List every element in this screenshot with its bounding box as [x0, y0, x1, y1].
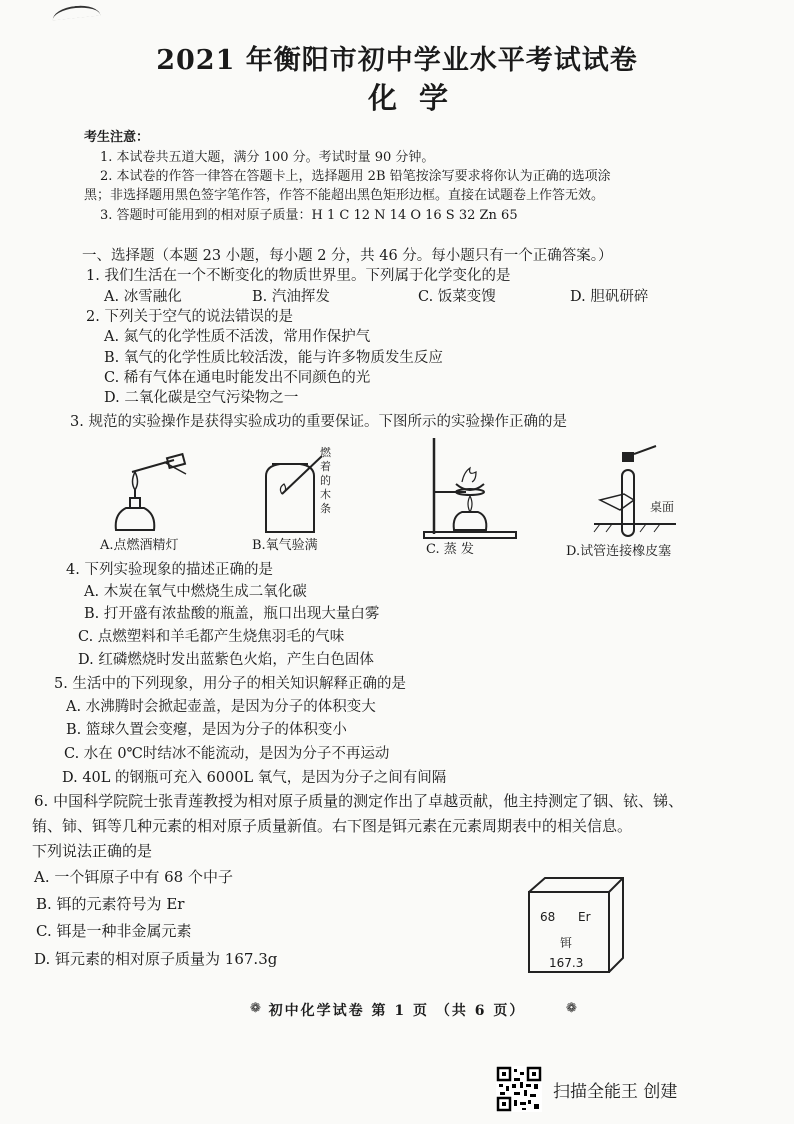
notice-line-1: 1. 本试卷共五道大题，满分 100 分。考试时量 90 分钟。 — [100, 150, 435, 165]
element-mass: 167.3 — [549, 956, 584, 970]
q2-option-d: D. 二氧化碳是空气污染物之一 — [104, 390, 299, 406]
pen-mark — [52, 4, 101, 21]
q4-option-b: B. 打开盛有浓盐酸的瓶盖，瓶口出现大量白雾 — [84, 606, 380, 622]
figure-a-alcohol-lamp — [104, 452, 194, 532]
q2-option-a: A. 氮气的化学性质不活泼，常用作保护气 — [104, 329, 371, 345]
q4-option-c: C. 点燃塑料和羊毛都产生烧焦羽毛的气味 — [78, 629, 345, 645]
scanner-watermark: 扫描全能王 创建 — [553, 1082, 678, 1102]
q3-stem: 3. 规范的实验操作是获得实验成功的重要保证。下图所示的实验操作正确的是 — [70, 414, 567, 430]
notice-heading: 考生注意： — [84, 130, 150, 145]
page-footer: 初中化学试卷 第 1 页 （共 6 页） — [268, 1003, 526, 1019]
figure-c-evaporation — [420, 434, 520, 544]
q6-stem-line-3: 下列说法正确的是 — [32, 842, 153, 860]
section-heading: 一、选择题（本题 23 小题，每小题 2 分，共 46 分。每小题只有一个正确答案。） — [82, 248, 613, 264]
qr-code-icon — [496, 1066, 542, 1112]
q4-option-a: A. 木炭在氧气中燃烧生成二氧化碳 — [84, 584, 307, 600]
q2-stem: 2. 下列关于空气的说法错误的是 — [86, 309, 293, 325]
q1-option-a: A. 冰雪融化 — [104, 289, 182, 305]
q5-option-a: A. 水沸腾时会掀起壶盖，是因为分子的体积变大 — [66, 699, 376, 715]
q1-option-d: D. 胆矾研碎 — [570, 289, 649, 305]
notice-line-3: 3. 答题时可能用到的相对原子质量：H 1 C 12 N 14 O 16 S 32 Zn 65 — [100, 208, 518, 223]
figure-b-note: 燃着的木条 — [320, 446, 331, 515]
subject-title: 化学 — [367, 81, 470, 115]
q6-option-a: A. 一个铒原子中有 68 个中子 — [34, 868, 233, 886]
q2-option-c: C. 稀有气体在通电时能发出不同颜色的光 — [104, 370, 371, 386]
q5-option-b: B. 篮球久置会变瘪，是因为分子的体积变小 — [66, 722, 347, 738]
q1-option-c: C. 饭菜变馊 — [418, 289, 496, 305]
element-name: 铒 — [560, 936, 573, 950]
q6-stem-line-1: 6. 中国科学院院士张青莲教授为相对原子质量的测定作出了卓越贡献，他主持测定了铟、铱、锑、 — [34, 792, 684, 810]
figure-d-label: D.试管连接橡皮塞 — [566, 544, 672, 559]
exam-title: 2021 年衡阳市初中学业水平考试试卷 — [156, 45, 638, 76]
q1-stem: 1. 我们生活在一个不断变化的物质世界里。下列属于化学变化的是 — [86, 268, 511, 284]
notice-line-2a: 2. 本试卷的作答一律答在答题卡上，选择题用 2B 铅笔按涂写要求将你认为正确的选项涂 — [100, 169, 611, 184]
q5-option-c: C. 水在 0℃时结冰不能流动，是因为分子不再运动 — [64, 746, 390, 762]
figure-b-label: B.氧气验满 — [252, 538, 318, 553]
q1-option-b: B. 汽油挥发 — [252, 289, 330, 305]
figure-d-test-tube — [590, 444, 680, 540]
q5-option-d: D. 40L 的钢瓶可充入 6000L 氧气，是因为分子之间有间隔 — [62, 770, 447, 786]
q6-option-b: B. 铒的元素符号为 Er — [36, 895, 185, 913]
figure-a-label: A.点燃酒精灯 — [100, 538, 179, 553]
q6-option-d: D. 铒元素的相对原子质量为 167.3g — [34, 950, 278, 968]
q4-stem: 4. 下列实验现象的描述正确的是 — [66, 562, 273, 578]
notice-line-2b: 黑；非选择题用黑色签字笔作答，作答不能超出黑色矩形边框。直接在试题卷上作答无效。 — [84, 188, 605, 203]
q6-option-c: C. 铒是一种非金属元素 — [36, 922, 192, 940]
figure-c-label: C. 蒸 发 — [426, 542, 474, 557]
q2-option-b: B. 氧气的化学性质比较活泼，能与许多物质发生反应 — [104, 350, 443, 366]
q4-option-d: D. 红磷燃烧时发出蓝紫色火焰，产生白色固体 — [78, 652, 374, 668]
element-symbol: Er — [578, 910, 591, 924]
q6-stem-line-2: 铕、铈、铒等几种元素的相对原子质量新值。右下图是铒元素在元素周期表中的相关信息。 — [32, 817, 633, 835]
footer-ornament-right-icon: ❁ — [566, 1001, 577, 1016]
q5-stem: 5. 生活中的下列现象，用分子的相关知识解释正确的是 — [54, 676, 406, 692]
element-number: 68 — [540, 910, 556, 924]
figure-d-note: 桌面 — [650, 500, 675, 514]
footer-ornament-left-icon: ❁ — [250, 1001, 261, 1016]
